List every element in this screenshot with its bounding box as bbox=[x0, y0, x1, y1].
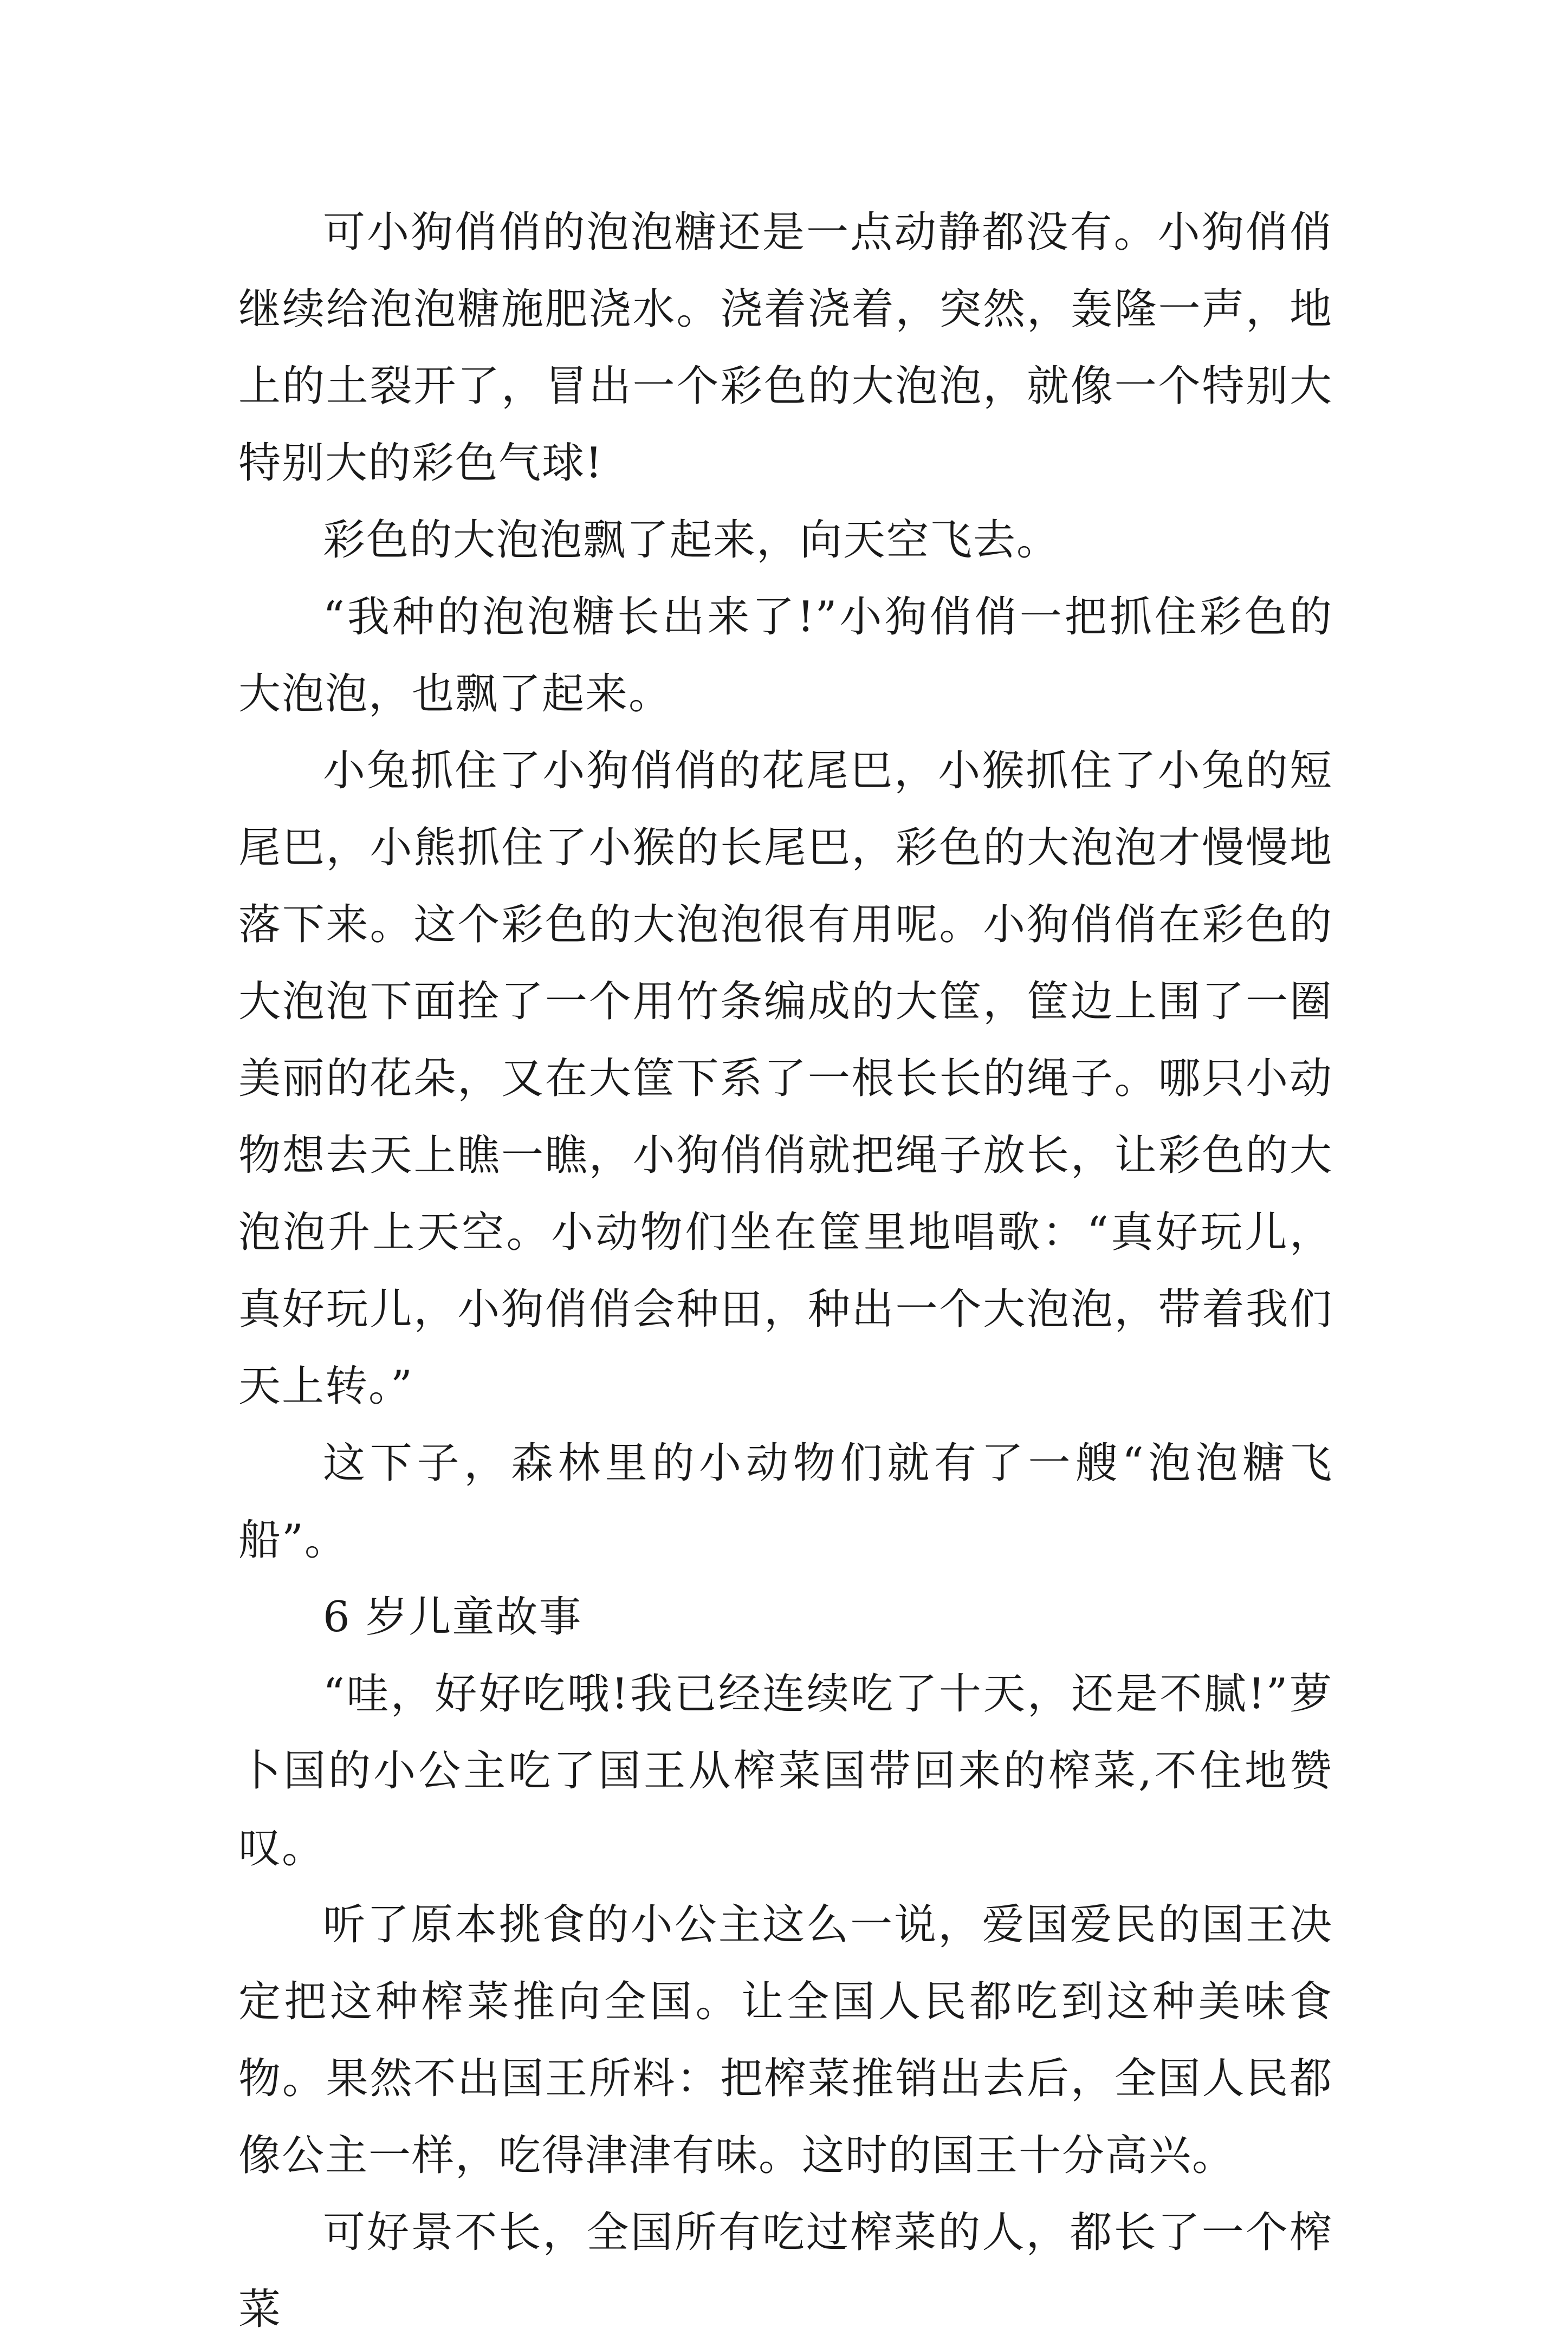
paragraph-3: “我种的泡泡糖长出来了!”小狗俏俏一把抓住彩色的大泡泡，也飘了起来。 bbox=[238, 593, 1333, 718]
paragraph-2: 彩色的大泡泡飘了起来，向天空飞去。 bbox=[323, 516, 1060, 565]
paragraph-8: 可好景不长，全国所有吃过榨菜的人，都长了一个榨菜 bbox=[238, 2208, 1333, 2334]
paragraph-4: 小兔抓住了小狗俏俏的花尾巴，小猴抓住了小兔的短尾巴，小熊抓住了小猴的长尾巴，彩色的大泡泡才慢慢地落下来。这个彩色的大泡泡很有用呢。小狗俏俏在彩色的大泡泡下面拴了一个用竹条编成的大筐，筐边上围了一圈美丽的花朵，又在大筐下系了一根长长的绳子。哪只小动物想去天上瞧一瞧，小狗俏俏就把绳子放长，让彩色的大泡泡升上天空。小动物们坐在筐里地唱歌：“真好玩儿，真好玩儿，小狗俏俏会种田，种出一个大泡泡，带着我们天上转。” bbox=[238, 747, 1333, 1411]
section-heading: 6 岁儿童故事 bbox=[323, 1593, 582, 1642]
paragraph-5: 这下子，森林里的小动物们就有了一艘“泡泡糖飞船”。 bbox=[238, 1439, 1333, 1565]
paragraph-6: “哇，好好吃哦!我已经连续吃了十天，还是不腻!”萝卜国的小公主吃了国王从榨菜国带回来的榨菜,不住地赞叹。 bbox=[238, 1670, 1333, 1872]
paragraph-1: 可小狗俏俏的泡泡糖还是一点动静都没有。小狗俏俏继续给泡泡糖施肥浇水。浇着浇着，突然，轰隆一声，地上的土裂开了，冒出一个彩色的大泡泡，就像一个特别大特别大的彩色气球! bbox=[238, 208, 1333, 488]
paragraph-7: 听了原本挑食的小公主这么一说，爱国爱民的国王决定把这种榨菜推向全国。让全国人民都吃到这种美味食物。果然不出国王所料：把榨菜推销出去后，全国人民都像公主一样，吃得津津有味。这时的国王十分高兴。 bbox=[238, 1901, 1333, 2180]
document-body bbox=[238, 194, 1333, 2348]
